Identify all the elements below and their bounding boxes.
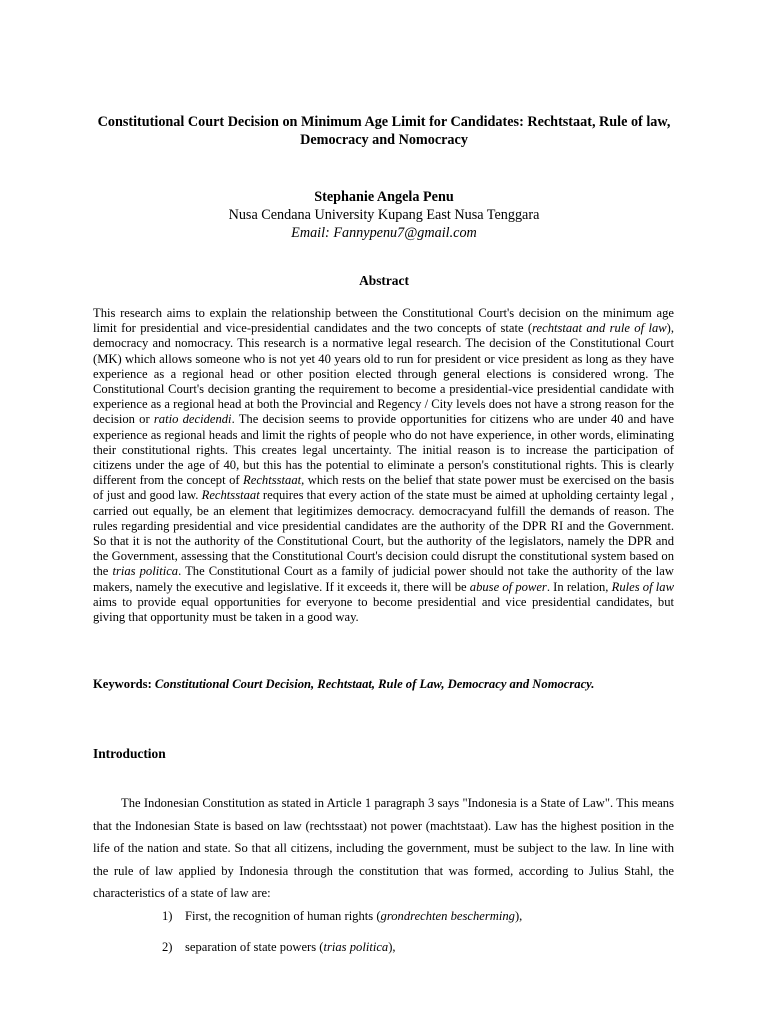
- paper-title: Constitutional Court Decision on Minimum Age Limit for Candidates: Rechtstaat, Rule of law, Democracy and Nomocracy: [97, 114, 671, 148]
- abstract-italic-term: abuse of power: [469, 579, 547, 594]
- author-affiliation: Nusa Cendana University Kupang East Nusa Tenggara: [228, 207, 540, 223]
- list-item-text: separation of state powers (: [185, 940, 324, 954]
- abstract-italic-term: trias politica: [112, 564, 179, 579]
- list-item-number: 1): [162, 909, 173, 923]
- abstract-italic-term: Rules of law: [611, 579, 674, 594]
- list-item-italic: trias politica: [323, 940, 389, 954]
- abstract-text: . The decision seems to provide opportunities for citizens who are under 40 and have experience as regional heads and limit the rights of people who do not have experience, in other words, eliminating their constitutional rights. This creates legal uncertainty. The initial reason is to increase the participation of citizens under the age of 40, but this has the potential to eliminate a person's constitutional rights. This is clearly different from the concept of: [93, 412, 674, 488]
- author-email: Email: Fannypenu7@gmail.com: [291, 225, 477, 241]
- abstract-text: requires that every action of the state must be aimed at upholding certainty legal , carried out equally, be an element that legitimizes democracy. democracyand fulfill the demands of reason. The rules regarding presidential and vice presidential candidates are the authority of the DPR RI and the Government. So that it is not the authority of the Constitutional Court, but the authority of the legislators, namely the DPR and the Government, assessing that the Constitutional Court's decision could disrupt the constitutional system based on the: [93, 488, 674, 579]
- keywords-label: Keywords:: [93, 677, 152, 691]
- abstract-italic-term: ratio decidendi: [153, 412, 232, 427]
- keywords-text: Constitutional Court Decision, Rechtstaat, Rule of Law, Democracy and Nomocracy.: [154, 677, 595, 691]
- keywords: [93, 676, 674, 692]
- abstract-text: This research aims to explain the relationship between the Constitutional Court's decision on the minimum age limit for presidential and vice-presidential candidates and the two concepts of state (: [93, 306, 674, 336]
- list-item-italic: grondrechten bescherming: [380, 909, 515, 923]
- abstract-italic-term: Rechtsstaat: [201, 488, 260, 503]
- abstract-italic-term: Rechtsstaat: [243, 473, 302, 488]
- introduction-paragraph: The Indonesian Constitution as stated in Article 1 paragraph 3 says "Indonesia is a State of Law". This means that the Indonesian State is based on law (rechtsstaat) not power (machtstaat). Law has the highest position in the life of the nation and state. So that all citizens, including the government, must be subject to the law. In line with the rule of law applied by Indonesia through the constitution that was formed, according to Julius Stahl, the characteristics of a state of law are:: [93, 796, 674, 901]
- list-item: [162, 907, 672, 938]
- abstract-italic-term: rechtstaat and rule of law: [532, 321, 667, 336]
- list-item-suffix: ),: [514, 909, 523, 923]
- list-item-suffix: ),: [388, 940, 396, 954]
- abstract-text: . The Constitutional Court as a family of judicial power should not take the authority of the law makers, namely the executive and legislative. If it exceeds it, there will be: [93, 564, 674, 594]
- abstract-body: [93, 306, 674, 625]
- introduction-heading: Introduction: [93, 746, 166, 761]
- author-name: Stephanie Angela Penu: [314, 189, 454, 205]
- list-item-number: 2): [162, 940, 173, 954]
- abstract-text: aims to provide equal opportunities for everyone to become presidential and vice presidential candidates, but giving that opportunity must be taken in a good way.: [93, 594, 674, 625]
- abstract-text: , which rests on the belief that state power must be exercised on the basis of just and good law.: [93, 473, 675, 503]
- abstract-text: ), democracy and nomocracy. This research is a normative legal research. The decision of the Constitutional Court (MK) which allows someone who is not yet 40 years old to run for president or vice president as long as they have experience as a regional head or other position elected through general elections is considered wrong. The Constitutional Court's decision granting the requirement to become a presidential-vice presidential candidate with experience as a regional head at both the Provincial and Regency / City levels does not have a strong reason for the decision or: [93, 321, 674, 427]
- abstract-text: . In relation,: [546, 579, 612, 594]
- characteristics-list: [162, 907, 672, 969]
- list-item: [162, 938, 672, 969]
- abstract-heading: Abstract: [359, 273, 409, 288]
- list-item-text: First, the recognition of human rights (: [185, 909, 381, 923]
